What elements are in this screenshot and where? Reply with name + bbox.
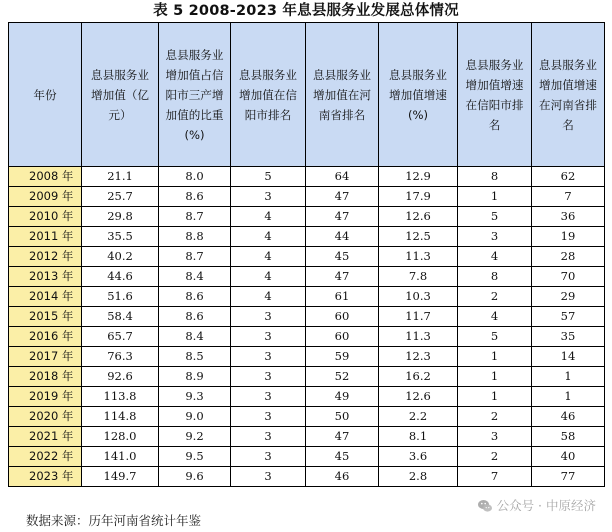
table-body [9,167,605,487]
cell-value: 40.2 [82,247,159,267]
table-row [9,407,605,427]
table-row [9,327,605,347]
header-label: 息县服务业增加值增速(%) [389,67,447,122]
cell-province-rank: 50 [306,407,379,427]
cell-growth-province-rank: 29 [532,287,605,307]
cell-year: 2022 年 [9,447,82,467]
watermark-text: 公众号 · 中原经济 [496,498,596,513]
cell-share: 9.0 [159,407,231,427]
cell-growth: 12.6 [379,387,458,407]
table-row [9,307,605,327]
cell-growth: 10.3 [379,287,458,307]
header-label: 息县服务业增加值在河南省排名 [313,67,371,122]
header-share [159,23,231,167]
cell-city-rank: 4 [231,207,306,227]
cell-province-rank: 47 [306,427,379,447]
cell-growth-city-rank: 1 [458,187,532,207]
cell-growth-province-rank: 19 [532,227,605,247]
table-row [9,187,605,207]
cell-growth: 12.3 [379,347,458,367]
cell-growth-city-rank: 1 [458,347,532,367]
cell-growth-province-rank: 40 [532,447,605,467]
cell-year: 2016 年 [9,327,82,347]
cell-value: 65.7 [82,327,159,347]
cell-year: 2012 年 [9,247,82,267]
cell-share: 9.2 [159,427,231,447]
cell-province-rank: 64 [306,167,379,187]
cell-city-rank: 3 [231,407,306,427]
header-year [9,23,82,167]
cell-growth-province-rank: 14 [532,347,605,367]
cell-year: 2011 年 [9,227,82,247]
cell-growth: 2.2 [379,407,458,427]
cell-province-rank: 60 [306,307,379,327]
cell-value: 92.6 [82,367,159,387]
cell-province-rank: 44 [306,227,379,247]
cell-value: 76.3 [82,347,159,367]
header-value [82,23,159,167]
header-label: 年份 [33,87,57,102]
cell-year: 2014 年 [9,287,82,307]
header-label: 息县服务业增加值（亿元） [91,67,149,122]
cell-growth: 7.8 [379,267,458,287]
cell-province-rank: 47 [306,207,379,227]
header-province-rank [306,23,379,167]
cell-value: 21.1 [82,167,159,187]
cell-value: 25.7 [82,187,159,207]
cell-growth-province-rank: 46 [532,407,605,427]
cell-growth: 3.6 [379,447,458,467]
data-table [8,22,605,487]
cell-city-rank: 3 [231,367,306,387]
cell-year: 2023 年 [9,467,82,487]
cell-share: 9.5 [159,447,231,467]
cell-growth-city-rank: 4 [458,307,532,327]
cell-province-rank: 45 [306,247,379,267]
table-row [9,287,605,307]
cell-growth-province-rank: 1 [532,387,605,407]
cell-growth-city-rank: 3 [458,227,532,247]
cell-growth: 17.9 [379,187,458,207]
cell-share: 8.9 [159,367,231,387]
table-row [9,167,605,187]
cell-year: 2015 年 [9,307,82,327]
table-row [9,227,605,247]
cell-share: 9.3 [159,387,231,407]
cell-growth-city-rank: 5 [458,327,532,347]
header-label: 息县服务业增加值增速在信阳市排名 [465,57,524,132]
cell-year: 2008 年 [9,167,82,187]
cell-city-rank: 3 [231,447,306,467]
cell-city-rank: 4 [231,267,306,287]
cell-city-rank: 5 [231,167,306,187]
cell-growth: 11.3 [379,327,458,347]
cell-city-rank: 4 [231,247,306,267]
cell-growth-province-rank: 58 [532,427,605,447]
watermark [477,496,596,516]
cell-share: 9.6 [159,467,231,487]
cell-growth-city-rank: 5 [458,207,532,227]
cell-growth: 12.5 [379,227,458,247]
cell-share: 8.6 [159,307,231,327]
cell-city-rank: 3 [231,387,306,407]
cell-city-rank: 4 [231,227,306,247]
cell-growth: 11.7 [379,307,458,327]
header-label: 息县服务业增加值增速在河南省排名 [539,57,597,132]
header-row [9,23,605,167]
cell-growth-province-rank: 62 [532,167,605,187]
cell-share: 8.0 [159,167,231,187]
cell-growth: 16.2 [379,367,458,387]
cell-growth: 2.8 [379,467,458,487]
cell-growth-city-rank: 8 [458,267,532,287]
data-source-note: 数据来源：历年河南省统计年鉴 [26,513,202,528]
cell-growth-city-rank: 7 [458,467,532,487]
cell-share: 8.4 [159,327,231,347]
cell-province-rank: 45 [306,447,379,467]
cell-province-rank: 47 [306,267,379,287]
cell-growth: 12.6 [379,207,458,227]
wechat-icon [477,498,493,514]
cell-growth-province-rank: 57 [532,307,605,327]
cell-year: 2018 年 [9,367,82,387]
table-row [9,427,605,447]
cell-province-rank: 49 [306,387,379,407]
cell-year: 2009 年 [9,187,82,207]
cell-city-rank: 3 [231,307,306,327]
header-growth-province-rank [532,23,605,167]
table-row [9,207,605,227]
cell-province-rank: 46 [306,467,379,487]
cell-city-rank: 4 [231,287,306,307]
cell-province-rank: 61 [306,287,379,307]
cell-year: 2021 年 [9,427,82,447]
cell-province-rank: 47 [306,187,379,207]
cell-growth-province-rank: 28 [532,247,605,267]
cell-share: 8.4 [159,267,231,287]
cell-share: 8.7 [159,207,231,227]
cell-growth-province-rank: 70 [532,267,605,287]
cell-year: 2019 年 [9,387,82,407]
cell-value: 58.4 [82,307,159,327]
cell-growth-city-rank: 8 [458,167,532,187]
cell-value: 35.5 [82,227,159,247]
cell-growth-city-rank: 2 [458,407,532,427]
cell-growth-province-rank: 77 [532,467,605,487]
cell-year: 2010 年 [9,207,82,227]
cell-growth-city-rank: 2 [458,447,532,467]
cell-growth: 8.1 [379,427,458,447]
cell-year: 2020 年 [9,407,82,427]
cell-value: 149.7 [82,467,159,487]
cell-growth-province-rank: 36 [532,207,605,227]
cell-city-rank: 3 [231,187,306,207]
table-row [9,447,605,467]
cell-growth-province-rank: 1 [532,367,605,387]
cell-province-rank: 59 [306,347,379,367]
cell-growth-city-rank: 1 [458,387,532,407]
cell-city-rank: 3 [231,467,306,487]
cell-growth-province-rank: 35 [532,327,605,347]
cell-city-rank: 3 [231,327,306,347]
cell-province-rank: 52 [306,367,379,387]
table-title: 表 5 2008-2023 年息县服务业发展总体情况 [153,3,459,19]
cell-share: 8.5 [159,347,231,367]
table-row [9,247,605,267]
cell-growth-city-rank: 3 [458,427,532,447]
header-city-rank [231,23,306,167]
cell-growth-city-rank: 2 [458,287,532,307]
cell-share: 8.8 [159,227,231,247]
cell-value: 51.6 [82,287,159,307]
cell-value: 128.0 [82,427,159,447]
header-growth [379,23,458,167]
header-growth-city-rank [458,23,532,167]
cell-growth-province-rank: 7 [532,187,605,207]
cell-share: 8.7 [159,247,231,267]
table-row [9,347,605,367]
cell-city-rank: 3 [231,427,306,447]
cell-share: 8.6 [159,187,231,207]
header-label: 息县服务业增加值在信阳市排名 [239,67,297,122]
cell-province-rank: 60 [306,327,379,347]
table-row [9,267,605,287]
cell-city-rank: 3 [231,347,306,367]
cell-year: 2017 年 [9,347,82,367]
cell-share: 8.6 [159,287,231,307]
table-row [9,387,605,407]
cell-value: 141.0 [82,447,159,467]
cell-growth-city-rank: 1 [458,367,532,387]
cell-value: 44.6 [82,267,159,287]
cell-growth-city-rank: 4 [458,247,532,267]
cell-growth: 11.3 [379,247,458,267]
table-row [9,367,605,387]
cell-value: 113.8 [82,387,159,407]
cell-value: 114.8 [82,407,159,427]
header-label: 息县服务业增加值占信阳市三产增加值的比重(%) [165,47,224,142]
cell-growth: 12.9 [379,167,458,187]
cell-value: 29.8 [82,207,159,227]
cell-year: 2013 年 [9,267,82,287]
table-row [9,467,605,487]
